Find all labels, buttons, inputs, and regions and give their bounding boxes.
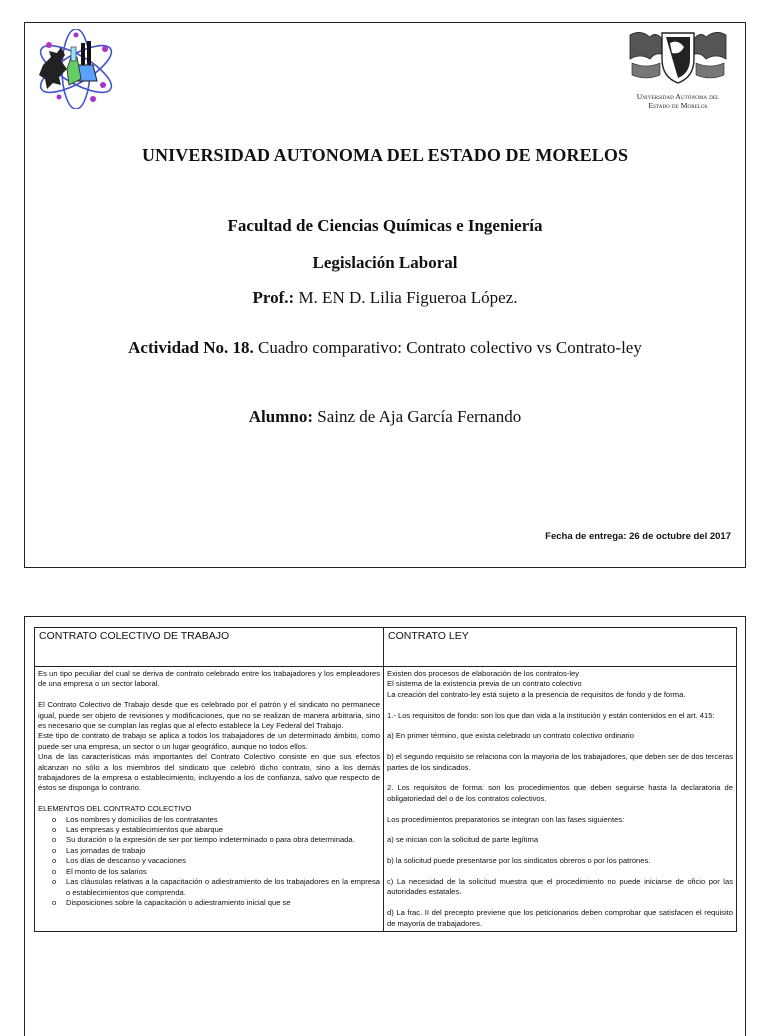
uaem-shield-icon: [626, 29, 730, 85]
list-item: o Los nombres y domicilios de los contratantes: [66, 815, 380, 825]
seal-caption-line2: Estado de Morelos: [648, 101, 708, 110]
col2-paragraph: d) La frac. II del precepto previene que los peticionarios deben comprobar que satisfacen el requisito de mayoría de trabajadores.: [387, 908, 733, 928]
student-name: Sainz de Aja García Fernando: [313, 407, 522, 426]
col2-paragraph: Los procedimientos preparatorios se integran con las fases siguientes:: [387, 814, 625, 824]
col1-paragraph: Una de las características más importantes del Contrato Colectivo consiste en que sus efectos alcanzan no sólo a los miembros del sindicato que celebró dicho contrato, sino a los demás trabajadores de la empresa o establecimiento, incluyendo a los de confianza, salvo que respecto de éstos se disponga lo contrario.: [38, 752, 380, 793]
list-item: o Las cláusulas relativas a la capacitación o adiestramiento de los trabajadores en la empresa o establecimientos que comprenda.: [66, 877, 380, 898]
col2-paragraph: c) La necesidad de la solicitud muestra que el procedimiento no puede iniciarse de oficio por las autoridades estatales.: [387, 877, 733, 897]
activity-line: [25, 338, 745, 358]
table-header-row: [35, 628, 737, 667]
list-item: o Las jornadas de trabajo: [66, 846, 380, 856]
student-label: Alumno:: [248, 407, 314, 426]
col2-paragraph: b) la solicitud puede presentarse por los sindicatos obreros o por los patrones.: [387, 856, 651, 866]
col2-paragraph: Existen dos procesos de elaboración de los contratos-ley: [387, 669, 580, 678]
university-title: UNIVERSIDAD AUTONOMA DEL ESTADO DE MORELOS: [141, 145, 629, 165]
col2-paragraph: a) En primer término, que exista celebrado un contrato colectivo ordinario: [387, 731, 634, 741]
col2-paragraph: El sistema de la existencia previa de un contrato colectivo: [387, 679, 582, 689]
col1-paragraph: Es un tipo peculiar del cual se deriva de contrato celebrado entre los trabajadores y los empleadores de una empresa o un sector laboral.: [38, 669, 380, 689]
list-item: o Las empresas y establecimientos que abarque: [66, 825, 380, 835]
comparison-page: [24, 616, 746, 1036]
col2-body: [384, 667, 737, 932]
col1-paragraph: El Contrato Colectivo de Trabajo desde que es celebrado por el patrón y el sindicato no permanece igual, puede ser objeto de revisiones y modificaciones, que no se realizan de manera arbitraria, sino es necesario que se cumplan las reglas que al efecto establece la Ley Federal del Trabajo.: [38, 700, 380, 731]
list-item: o El monto de los salarios: [66, 867, 380, 877]
faculty-name: Facultad de Ciencias Químicas e Ingeniería: [227, 216, 543, 235]
col1-header: CONTRATO COLECTIVO DE TRABAJO: [35, 628, 384, 667]
faculty-logo: [31, 29, 121, 109]
cover-page: [24, 22, 746, 568]
table-body-row: [35, 667, 737, 932]
list-item: o Los días de descanso y vacaciones: [66, 856, 380, 866]
professor-name: M. EN D. Lilia Figueroa López.: [294, 288, 518, 307]
col2-paragraph: 1.- Los requisitos de fondo: son los que dan vida a la institución y están contenidos en el art. 415:: [387, 710, 715, 720]
list-item: o Disposiciones sobre la capacitación o adiestramiento inicial que se: [66, 898, 380, 908]
activity-text: Cuadro comparativo: Contrato colectivo vs Contrato-ley: [253, 338, 642, 357]
seal-caption: [623, 92, 733, 110]
col2-paragraph: La creación del contrato-ley está sujeto a la presencia de requisitos de fondo y de forma.: [387, 689, 686, 699]
col2-paragraph: 2. Los requisitos de forma: son los procedimientos que deben seguirse hasta la declaratoria de obligatoriedad del o de los contratos colectivos.: [387, 783, 733, 803]
col1-body: [35, 667, 384, 932]
comparison-table: [34, 627, 737, 932]
professor-label: Prof.:: [252, 288, 295, 307]
atom-flask-icon: [31, 29, 121, 109]
university-seal: [623, 29, 733, 121]
elements-list: [38, 815, 380, 909]
activity-label: Actividad No. 18.: [128, 338, 254, 357]
delivery-date: Fecha de entrega: 26 de octubre del 2017: [545, 531, 731, 542]
list-item: o Su duración o la expresión de ser por tiempo indeterminado o para obra determinada.: [66, 835, 380, 845]
col1-paragraph: Este tipo de contrato de trabajo se aplica a todos los trabajadores de un determinado ámbito, como puede ser una empresa, un sector o un lugar geográfico, aunque no todos ellos.: [38, 731, 380, 751]
elements-title: ELEMENTOS DEL CONTRATO COLECTIVO: [38, 804, 192, 814]
col2-header: CONTRATO LEY: [384, 628, 737, 667]
professor-line: [25, 288, 745, 308]
student-line: [25, 407, 745, 427]
subject-name: Legislación Laboral: [312, 253, 458, 272]
col2-paragraph: b) el segundo requisito se relaciona con la mayoría de los trabajadores, que deben ser de dos terceras partes de los sindicados.: [387, 752, 733, 772]
seal-caption-line1: Universidad Autónoma del: [636, 92, 720, 101]
col2-paragraph: a) se inician con la solicitud de parte legítima: [387, 835, 539, 845]
